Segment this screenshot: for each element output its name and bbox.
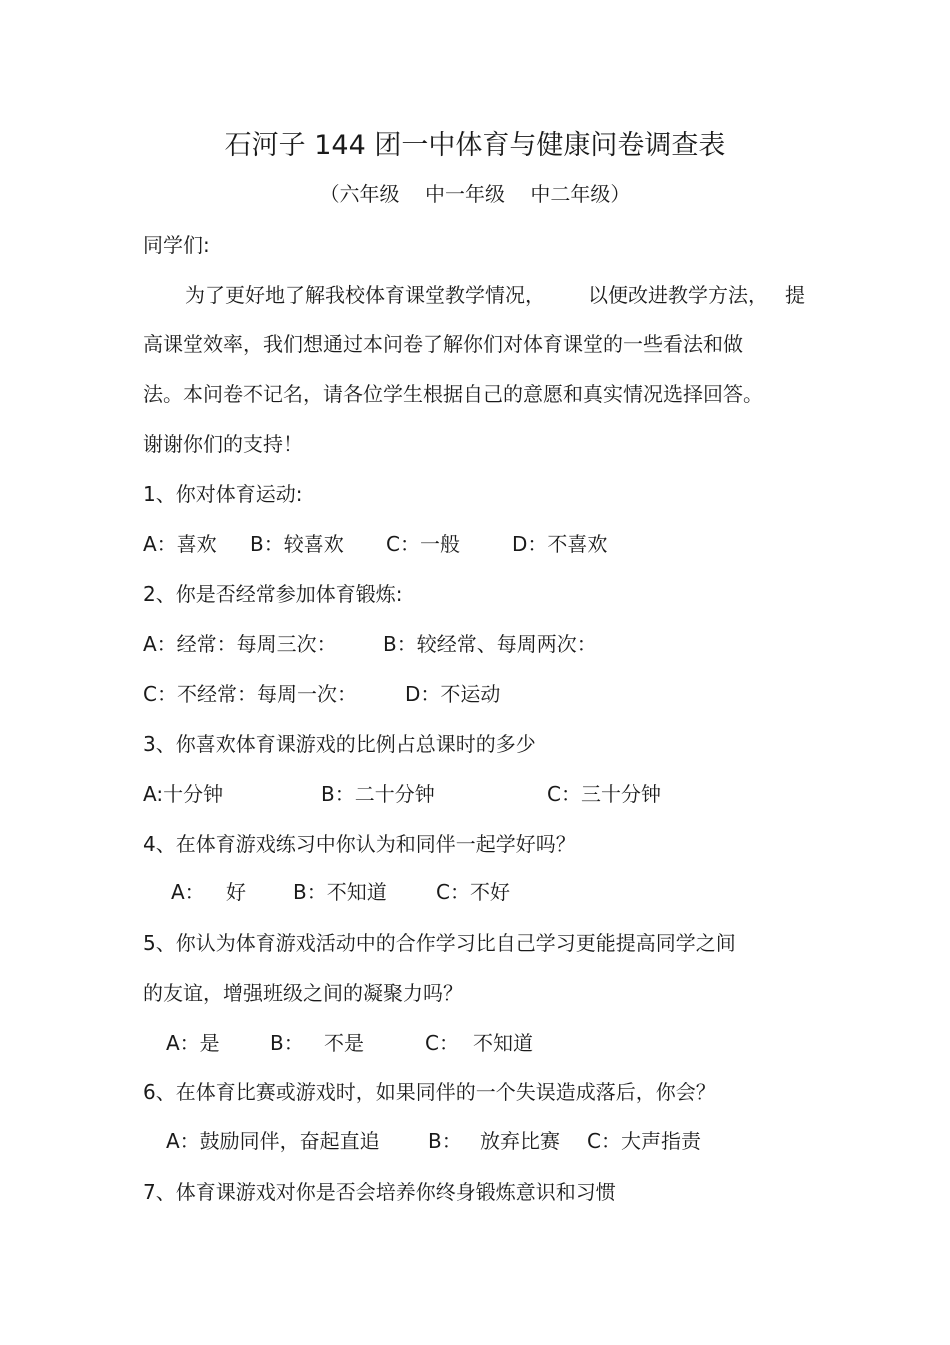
- intro-line-1c: 提: [785, 283, 805, 307]
- q5-option-a[interactable]: A：是: [166, 1031, 220, 1055]
- q6-option-b-label[interactable]: B：: [428, 1129, 462, 1153]
- question-4: 4、在体育游戏练习中你认为和同伴一起学好吗？: [143, 832, 576, 856]
- q4-option-a-text[interactable]: 好: [226, 880, 246, 904]
- intro-line-3: 法。本问卷不记名，请各位学生根据自己的意愿和真实情况选择回答。: [143, 382, 763, 406]
- question-3: 3、你喜欢体育课游戏的比例占总课时的多少: [143, 732, 536, 756]
- question-5-line-1: 5、你认为体育游戏活动中的合作学习比自己学习更能提高同学之间: [143, 931, 736, 955]
- question-7: 7、体育课游戏对你是否会培养你终身锻炼意识和习惯: [143, 1180, 616, 1204]
- question-2: 2、你是否经常参加体育锻炼:: [143, 582, 403, 606]
- question-5-line-2: 的友谊，增强班级之间的凝聚力吗？: [143, 981, 463, 1005]
- q1-option-a[interactable]: A：喜欢: [143, 532, 217, 556]
- intro-line-4: 谢谢你们的支持！: [143, 432, 303, 456]
- q4-option-b[interactable]: B：不知道: [293, 880, 387, 904]
- intro-line-1a: 为了更好地了解我校体育课堂教学情况，: [185, 283, 545, 307]
- q6-option-a[interactable]: A：鼓励同伴，奋起直追: [166, 1129, 380, 1153]
- question-1: 1、你对体育运动:: [143, 482, 303, 506]
- q6-option-c[interactable]: C：大声指责: [587, 1129, 701, 1153]
- q6-option-b-text[interactable]: 放弃比赛: [480, 1129, 560, 1153]
- intro-line-1b: 以便改进教学方法，: [588, 283, 768, 307]
- q5-option-b-label[interactable]: B：: [270, 1031, 304, 1055]
- intro-line-2: 高课堂效率，我们想通过本问卷了解你们对体育课堂的一些看法和做: [143, 332, 743, 356]
- q1-option-d[interactable]: D：不喜欢: [512, 532, 608, 556]
- q5-option-c-text[interactable]: 不知道: [473, 1031, 533, 1055]
- q2-option-b[interactable]: B：较经常、每周两次：: [383, 632, 597, 656]
- q5-option-b-text[interactable]: 不是: [324, 1031, 364, 1055]
- q3-option-a[interactable]: A:十分钟: [143, 782, 224, 806]
- question-6: 6、在体育比赛或游戏时，如果同伴的一个失误造成落后，你会？: [143, 1080, 716, 1104]
- q1-option-c[interactable]: C：一般: [386, 532, 460, 556]
- q3-option-c[interactable]: C：三十分钟: [547, 782, 661, 806]
- q4-option-a-label[interactable]: A：: [171, 880, 205, 904]
- q4-option-c[interactable]: C：不好: [436, 880, 510, 904]
- q2-option-d[interactable]: D：不运动: [405, 682, 501, 706]
- q1-option-b[interactable]: B：较喜欢: [250, 532, 344, 556]
- page-title: 石河子 144 团一中体育与健康问卷调查表: [224, 130, 726, 161]
- q2-option-a[interactable]: A：经常：每周三次：: [143, 632, 337, 656]
- q2-option-c[interactable]: C：不经常：每周一次：: [143, 682, 357, 706]
- page-subtitle: （六年级 中一年级 中二年级）: [319, 182, 631, 206]
- greeting: 同学们:: [143, 233, 210, 257]
- q3-option-b[interactable]: B：二十分钟: [321, 782, 435, 806]
- q5-option-c-label[interactable]: C：: [425, 1031, 459, 1055]
